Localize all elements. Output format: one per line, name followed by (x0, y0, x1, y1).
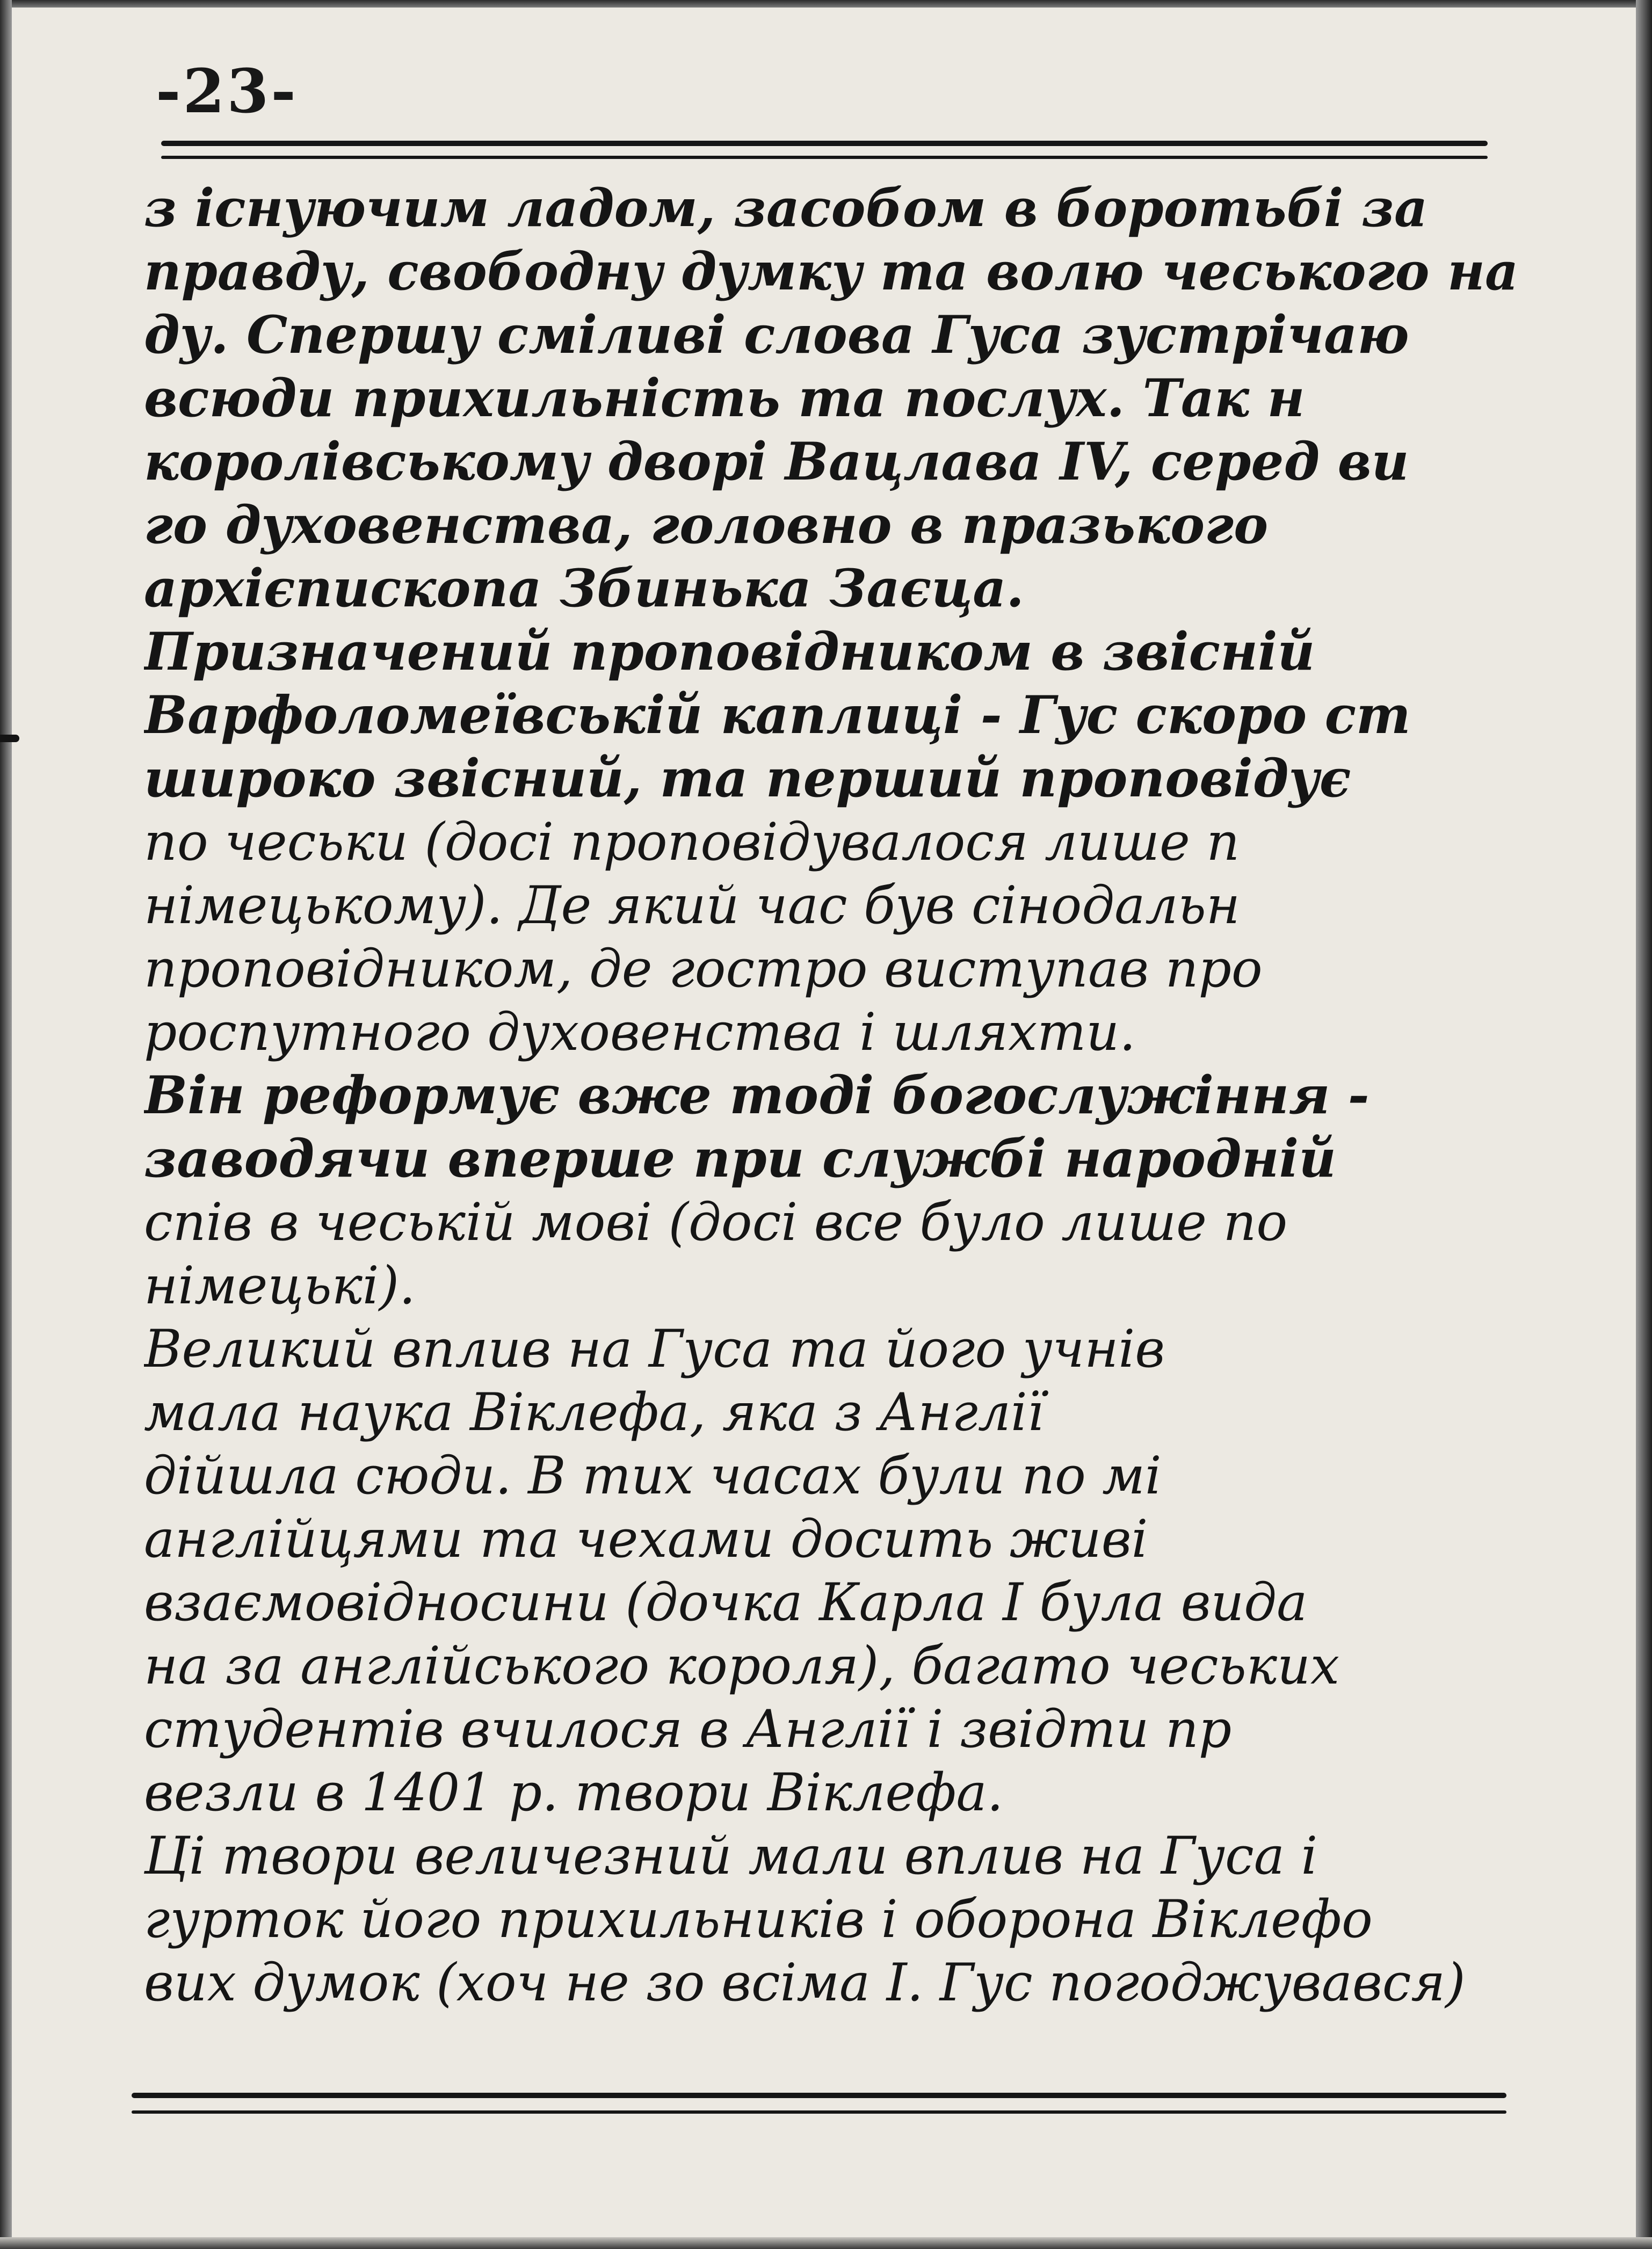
page-edge-top (0, 0, 1652, 8)
text-line: ду. Спершу сміливі слова Гуса зустрічаю (144, 304, 1409, 365)
text-line: правду, свободну думку та волю чеського на (144, 241, 1519, 302)
text-line: з існуючим ладом, засобом в боротьбі за (144, 178, 1428, 238)
text-line: англійцями та чехами досить живі (144, 1509, 1148, 1569)
handwritten-text (144, 165, 1519, 2077)
text-line: заводячи вперше при службі народній (144, 1128, 1336, 1189)
text-line: Варфоломеївській каплиці - Гус скоро ст (144, 685, 1411, 745)
text-line: всюди прихильність та послух. Так н (144, 368, 1305, 429)
text-line: роспутного духовенства і шляхти. (144, 1002, 1136, 1062)
text-line: Призначений проповідником в звісній (144, 621, 1315, 682)
text-line: королівському дворі Вацлава IV, серед ви (144, 431, 1409, 492)
footer-rule-top (132, 2093, 1506, 2098)
binding-mark (0, 735, 19, 742)
text-line: Ці твори величезний мали вплив на Гуса і (144, 1826, 1318, 1886)
text-line: дійшла сюди. В тих часах були по мі (144, 1446, 1162, 1506)
page-number: -23- (156, 56, 298, 127)
text-line: німецькому). Де який час був сінодальн (144, 875, 1241, 935)
page-edge-right (1636, 0, 1652, 2249)
page-edge-bottom (0, 2237, 1652, 2249)
text-line: взаємовідносини (дочка Карла I була вида (144, 1572, 1308, 1633)
text-line: студентів вчилося в Англії і звідти пр (144, 1699, 1232, 1759)
page-edge-left (0, 0, 12, 2249)
text-line: гурток його прихильників і оборона Віклефо (144, 1889, 1373, 1949)
text-line: вих думок (хоч не зо всіма І. Гус погоджувався) (144, 1953, 1466, 2013)
text-line: спів в чеській мові (досі все було лише по (144, 1192, 1288, 1252)
header-rule-top (161, 141, 1488, 146)
text-line: мала наука Віклефа, яка з Англії (144, 1382, 1044, 1442)
text-line: Він реформує вже тоді богослужіння - (144, 1065, 1370, 1126)
text-line: го духовенства, головно в празького (144, 495, 1269, 555)
text-line: архієпископа Збинька Заєца. (144, 558, 1024, 619)
text-line: по чеськи (досі проповідувалося лише п (144, 812, 1240, 872)
text-line: везли в 1401 р. твори Віклефа. (144, 1762, 1004, 1823)
text-line: широко звісний, та перший проповідує (144, 748, 1351, 809)
text-line: проповідником, де гостро виступав про (144, 939, 1263, 999)
header-rule-bottom (161, 156, 1488, 159)
footer-rule-bottom (132, 2110, 1506, 2114)
text-line: Великий вплив на Гуса та його учнів (144, 1319, 1165, 1379)
text-line: німецькі). (144, 1256, 416, 1316)
text-line: на за англійського короля), багато чеських (144, 1636, 1340, 1696)
